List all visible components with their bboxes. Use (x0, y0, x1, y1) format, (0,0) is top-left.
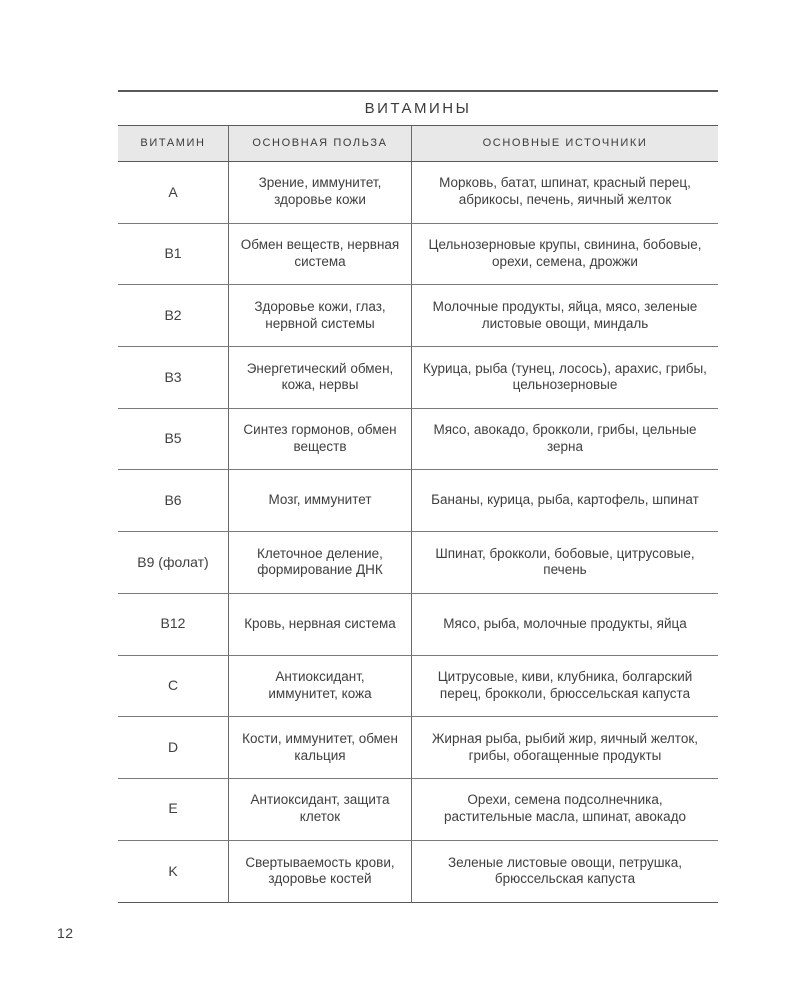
vitamin-name-cell: B9 (фолат) (137, 553, 209, 570)
table-row (118, 347, 718, 409)
sources-cell: Бананы, курица, рыба, картофель, шпинат (411, 470, 718, 531)
table-header-row (118, 126, 718, 162)
benefit-cell: Клеточное деление, формирование ДНК (228, 532, 411, 593)
table-row (118, 409, 718, 471)
benefit-cell: Свертываемость крови, здоровье костей (228, 841, 411, 903)
table-body (118, 162, 718, 902)
table-row (118, 224, 718, 286)
benefit-cell: Кости, иммунитет, обмен кальция (228, 717, 411, 778)
benefit-cell: Обмен веществ, нервная система (228, 224, 411, 285)
table-row (118, 656, 718, 718)
page-title: ВИТАМИНЫ (364, 100, 472, 117)
vitamin-name-cell: B3 (164, 368, 182, 385)
sources-cell: Мясо, рыба, молочные продукты, яйца (411, 594, 718, 655)
benefit-cell: Синтез гормонов, обмен веществ (228, 409, 411, 470)
sources-cell: Жирная рыба, рыбий жир, яичный желток, грибы, обогащенные продукты (411, 717, 718, 778)
sources-cell: Мясо, авокадо, брокколи, грибы, цельные зерна (411, 409, 718, 470)
table-row (118, 162, 718, 224)
table-row (118, 594, 718, 656)
benefit-cell: Мозг, иммунитет (228, 470, 411, 531)
sources-cell: Морковь, батат, шпинат, красный перец, абрикосы, печень, яичный желток (411, 162, 718, 223)
table-row (118, 285, 718, 347)
sources-cell: Зеленые листовые овощи, петрушка, брюссельская капуста (411, 841, 718, 903)
benefit-cell: Здоровье кожи, глаз, нервной системы (228, 285, 411, 346)
sources-cell: Курица, рыба (тунец, лосось), арахис, грибы, цельнозерновые (411, 347, 718, 408)
sources-cell: Молочные продукты, яйца, мясо, зеленые листовые овощи, миндаль (411, 285, 718, 346)
benefit-cell: Антиоксидант, защита клеток (228, 779, 411, 840)
table-row (118, 779, 718, 841)
table-row (118, 717, 718, 779)
vitamins-table (118, 125, 718, 903)
vitamin-name-cell: B6 (164, 492, 182, 509)
vitamin-name-cell: A (168, 183, 178, 200)
column-header-sources: ОСНОВНЫЕ ИСТОЧНИКИ (411, 126, 718, 161)
column-header-benefit: ОСНОВНАЯ ПОЛЬЗА (228, 126, 411, 161)
column-header-vitamin: ВИТАМИН (140, 136, 206, 149)
sources-cell: Шпинат, брокколи, бобовые, цитрусовые, печень (411, 532, 718, 593)
table-section (118, 90, 718, 903)
vitamin-name-cell: B1 (164, 245, 182, 262)
vitamin-name-cell: D (167, 738, 179, 755)
table-row (118, 470, 718, 532)
table-row (118, 841, 718, 903)
benefit-cell: Кровь, нервная система (228, 594, 411, 655)
benefit-cell: Зрение, иммунитет, здоровье кожи (228, 162, 411, 223)
vitamin-name-cell: B2 (164, 306, 182, 323)
page-number: 12 (57, 925, 74, 941)
sources-cell: Орехи, семена подсолнечника, растительные масла, шпинат, авокадо (411, 779, 718, 840)
vitamin-name-cell: B12 (160, 615, 186, 632)
benefit-cell: Энергетический обмен, кожа, нервы (228, 347, 411, 408)
vitamin-name-cell: B5 (164, 430, 182, 447)
table-row (118, 532, 718, 594)
vitamin-name-cell: C (167, 677, 179, 694)
sources-cell: Цельнозерновые крупы, свинина, бобовые, орехи, семена, дрожжи (411, 224, 718, 285)
benefit-cell: Антиоксидант, иммунитет, кожа (228, 656, 411, 717)
vitamin-name-cell: K (168, 862, 178, 879)
vitamin-name-cell: E (168, 800, 178, 817)
sources-cell: Цитрусовые, киви, клубника, болгарский перец, брокколи, брюссельская капуста (411, 656, 718, 717)
